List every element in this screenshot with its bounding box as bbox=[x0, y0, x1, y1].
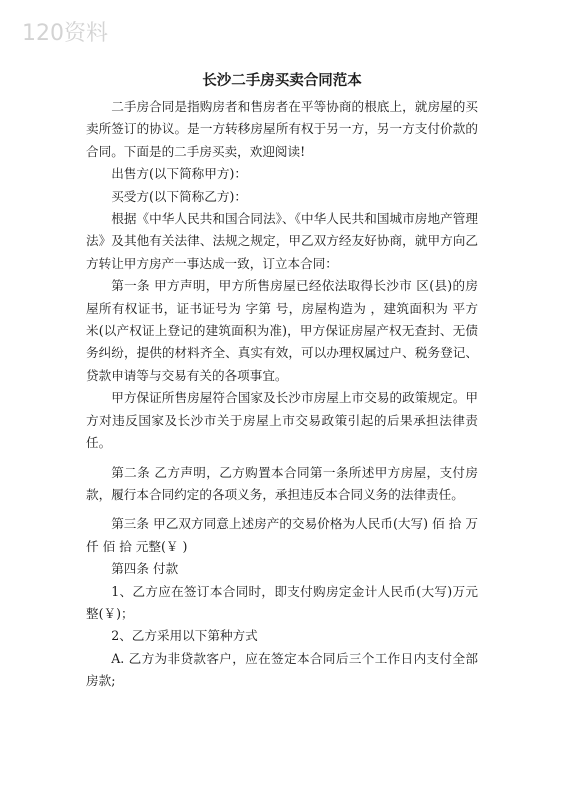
payment-item-1: 1、乙方应在签订本合同时，即支付购房定金计人民币(大写)万元整(￥)； bbox=[86, 583, 478, 621]
payment-option-a: A. 乙方为非贷款客户，应在签定本合同后三个工作日内支付全部房款; bbox=[86, 650, 478, 689]
document-title: 长沙二手房买卖合同范本 bbox=[202, 72, 362, 89]
buyer-line: 买受方(以下简称乙方)： bbox=[111, 188, 247, 204]
seller-guarantee-paragraph: 甲方保证所售房屋符合国家及长沙市房屋上市交易的政策规定。甲方对违反国家及长沙市关于房屋上市交易政策引起的后果承担法律责任。 bbox=[86, 390, 478, 451]
payment-item-2: 2、乙方采用以下第种方式 bbox=[111, 628, 258, 644]
watermark-logo: 120资料 bbox=[22, 21, 108, 46]
article-4-heading: 第四条 付款 bbox=[111, 561, 179, 577]
document-page bbox=[86, 70, 478, 693]
seller-line: 出售方(以下简称甲方)： bbox=[111, 166, 247, 182]
intro-paragraph: 二手房合同是指购房者和售房者在平等协商的根底上，就房屋的买卖所签订的协议。是一方转移房屋所有权于另一方，另一方支付价款的合同。下面是的二手房买卖，欢迎阅读! bbox=[86, 99, 478, 159]
article-2-paragraph: 第二条 乙方声明，乙方购置本合同第一条所述甲方房屋，支付房款，履行本合同约定的各项义务，承担违反本合同义务的法律责任。 bbox=[86, 464, 478, 502]
article-3-paragraph: 第三条 甲乙双方同意上述房产的交易价格为人民币(大写) 佰 拾 万 仟 佰 拾 元整(￥ ) bbox=[86, 516, 478, 554]
legal-basis-paragraph: 根据《中华人民共和国合同法》、《中华人民共和国城市房地产管理法》及其他有关法律、法规之规定，甲乙双方经友好协商，就甲方向乙方转让甲方房产一事达成一致，订立本合同： bbox=[86, 211, 478, 271]
article-1-paragraph: 第一条 甲方声明，甲方所售房屋已经依法取得长沙市 区(县)的房屋所有权证书，证书证号为 字第 号，房屋构造为 ，建筑面积为 平方米(以产权证上登记的建筑面积为准)，甲方保证房屋产权无查封、无债务纠纷，提供的材料齐全、真实有效，可以办理权属过户、税务登记、贷款申请等与交易有关的各项事宜。 bbox=[86, 278, 478, 383]
